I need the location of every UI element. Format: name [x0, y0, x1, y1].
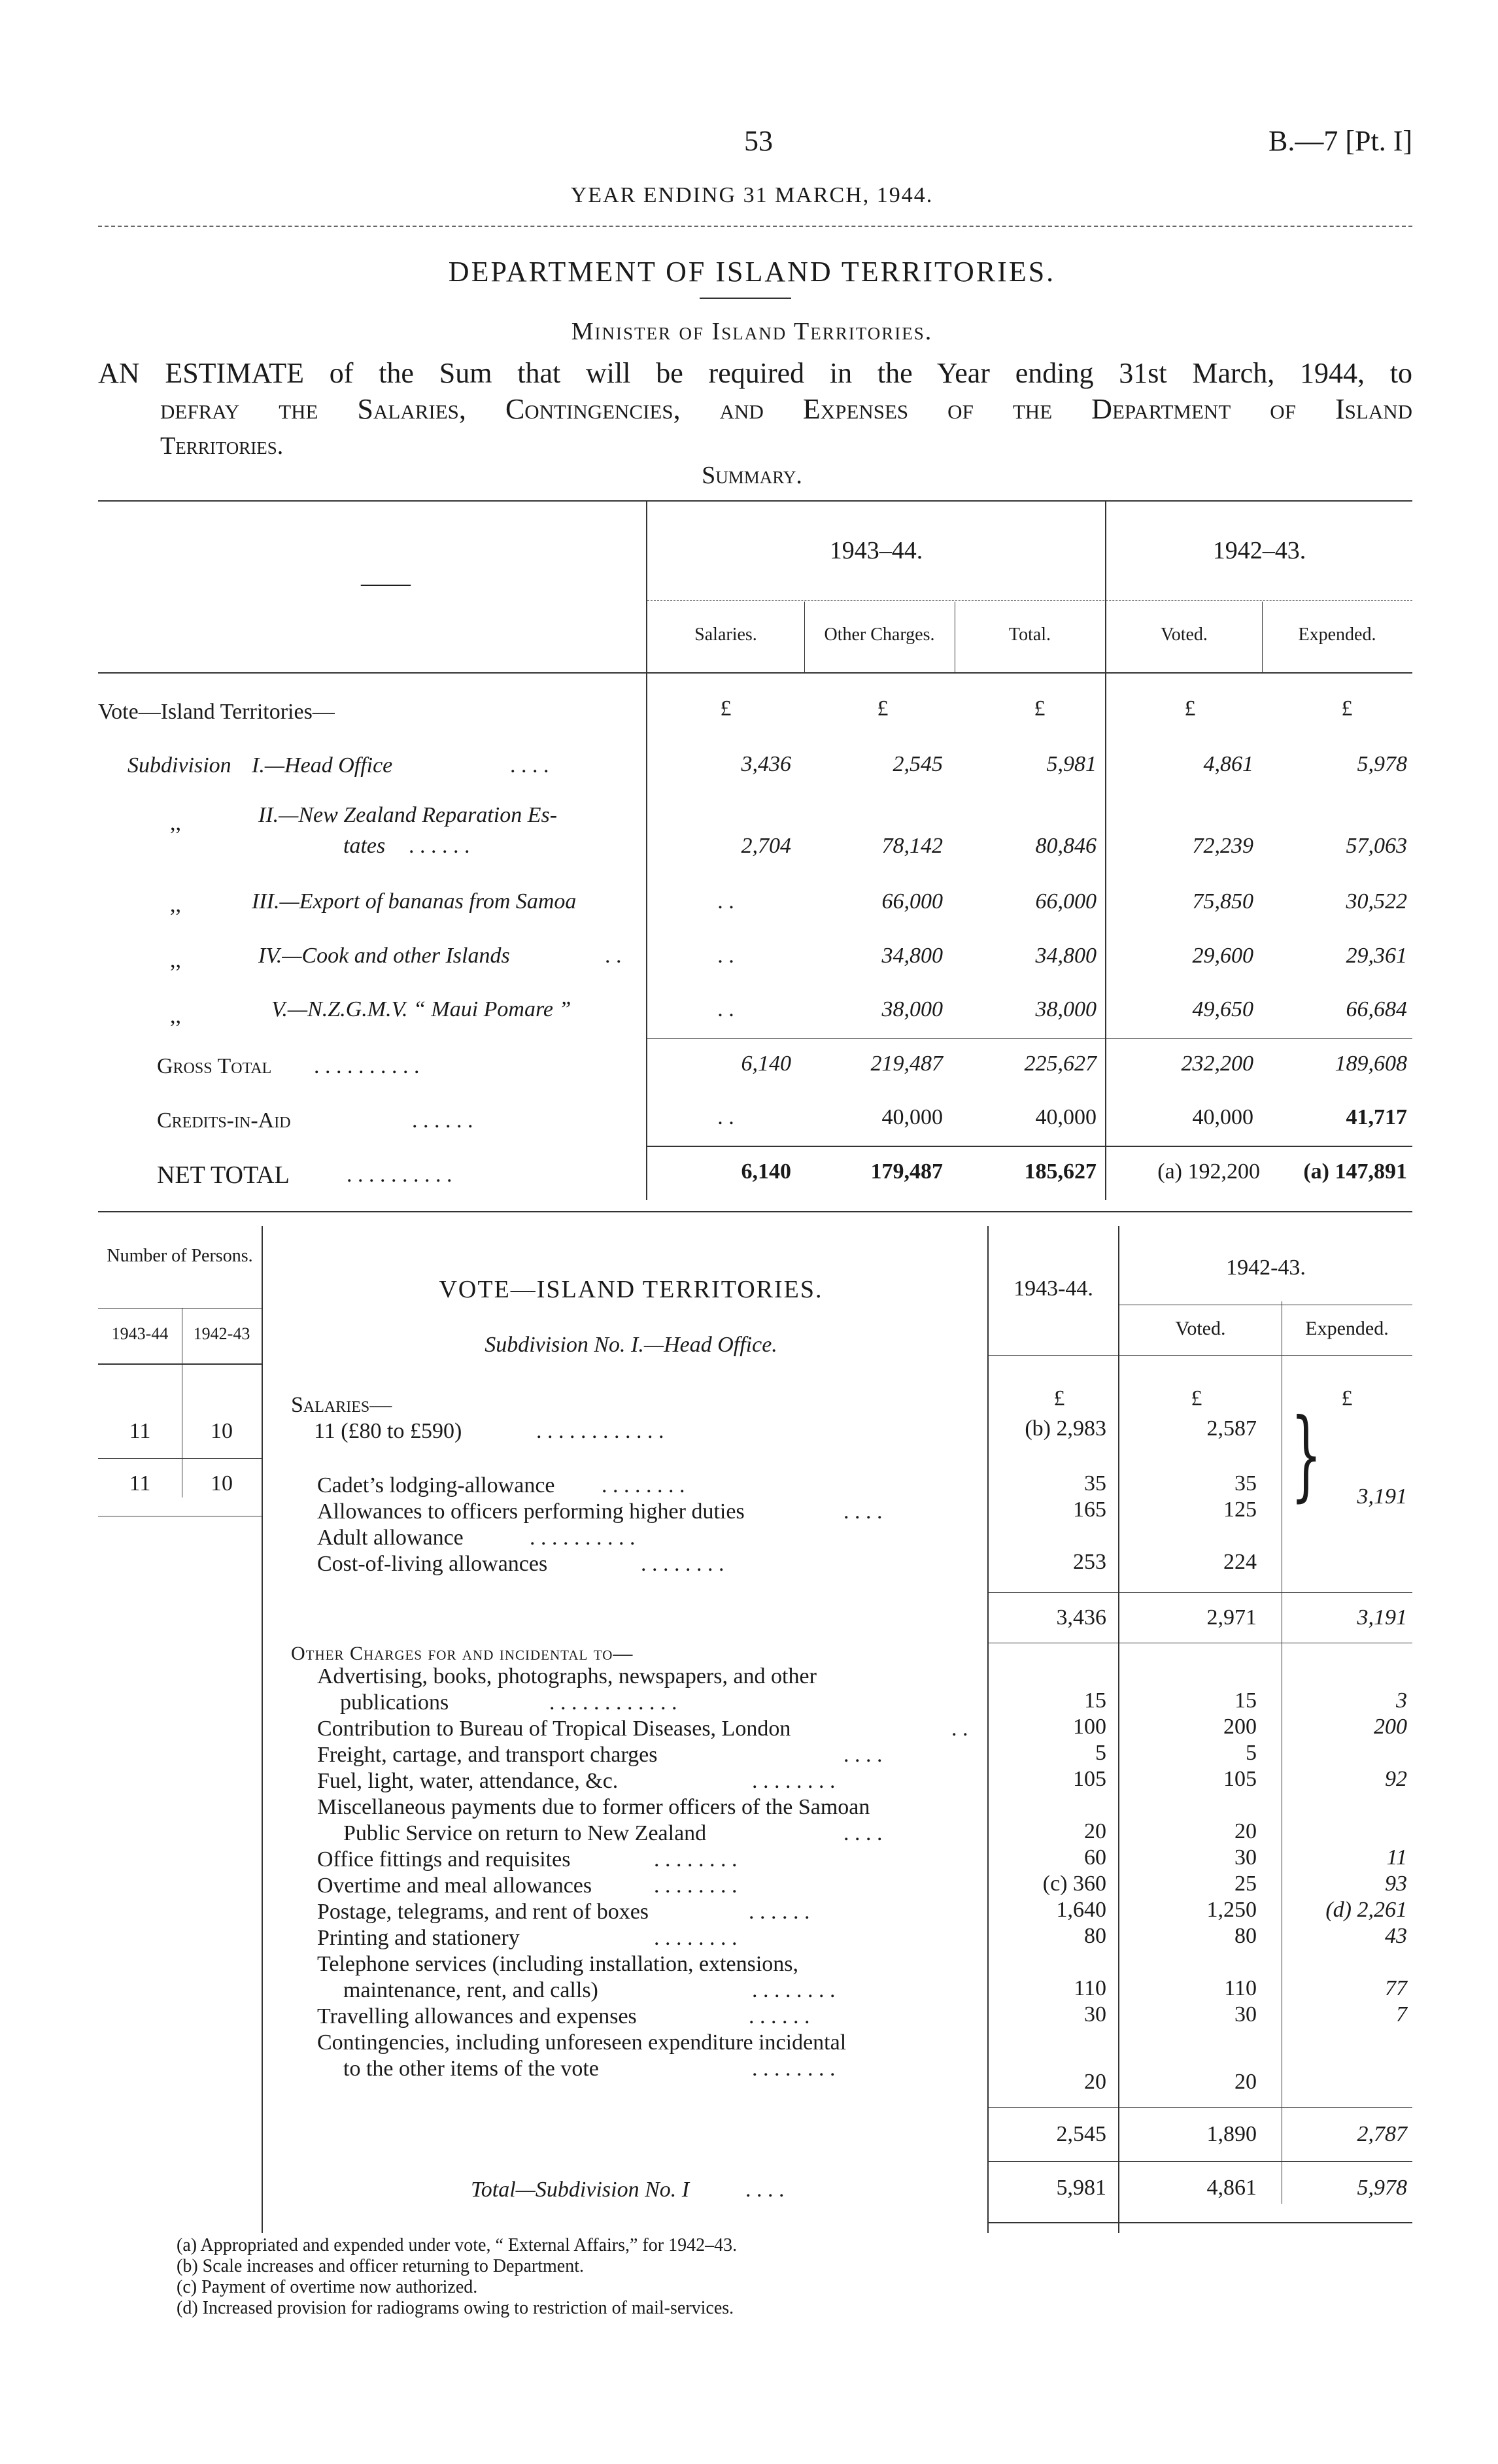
- estimate-line-3: Territories.: [160, 432, 284, 460]
- item-voted: 110: [1224, 1976, 1257, 2000]
- summary-col-other: Other Charges.: [824, 625, 935, 645]
- allowance-voted: 224: [1223, 1550, 1257, 1574]
- item-voted: 20: [1234, 1819, 1257, 1843]
- item-expended: 93: [1385, 1872, 1407, 1896]
- net-total: 185,627: [1024, 1159, 1097, 1184]
- other-charges-heading: Other Charges for and incidental to—: [291, 1643, 634, 1664]
- summary-currency-expended: £: [1341, 696, 1353, 721]
- allowance-voted: 125: [1223, 1497, 1257, 1522]
- estimate-line-2: defray the Salaries, Contingencies, and Expenses of the Department of Island: [160, 393, 1412, 425]
- item-expended: (d) 2,261: [1325, 1898, 1407, 1922]
- row-label: I.—Head Office: [252, 753, 393, 778]
- item-current: 15: [1084, 1688, 1106, 1713]
- item-dots: . . . . . . . .: [654, 1874, 738, 1898]
- net-salaries: 6,140: [741, 1159, 791, 1184]
- other-total-voted: 1,890: [1206, 2122, 1257, 2146]
- item-dots: . . . . . .: [749, 2004, 810, 2028]
- row-expended: 29,361: [1346, 944, 1407, 968]
- row-prefix: Subdivision: [128, 753, 231, 778]
- footnote-d: (d) Increased provision for radiograms owing to restriction of mail-services.: [177, 2298, 734, 2318]
- row-expended: 5,978: [1357, 752, 1407, 776]
- allowance-persons-1942: 10: [211, 1471, 233, 1496]
- vote-col-voted: Voted.: [1175, 1318, 1226, 1339]
- persons-cols-rule: [98, 1363, 262, 1365]
- credits-other: 40,000: [881, 1105, 943, 1129]
- report-reference: B.—7 [Pt. I]: [1268, 125, 1412, 157]
- gross-voted: 232,200: [1181, 1052, 1253, 1076]
- summary-currency-voted: £: [1184, 696, 1196, 721]
- salaries-brace: }: [1290, 1398, 1322, 1512]
- net-other: 179,487: [870, 1159, 943, 1184]
- vote-title: VOTE—ISLAND TERRITORIES.: [439, 1276, 823, 1303]
- salaries-expended-combined: 3,191: [1357, 1484, 1407, 1509]
- row-salaries: 3,436: [741, 752, 791, 776]
- item-current: 20: [1084, 1819, 1106, 1843]
- item-label: Contribution to Bureau of Tropical Diseases, London: [317, 1717, 791, 1741]
- item-dots: . . . . . . . .: [752, 1769, 836, 1793]
- allowance-current: 165: [1073, 1497, 1106, 1522]
- footnote-a: (a) Appropriated and expended under vote, “ External Affairs,” for 1942–43.: [177, 2235, 738, 2255]
- item-dots: . .: [951, 1717, 968, 1741]
- summary-col-salaries: Salaries.: [694, 625, 757, 645]
- grand-total-current: 5,981: [1056, 2176, 1106, 2200]
- item-voted: 20: [1234, 2070, 1257, 2094]
- salaries-heading: Salaries—: [291, 1393, 392, 1417]
- item-current: 60: [1084, 1845, 1106, 1870]
- row-expended: 30,522: [1346, 889, 1407, 914]
- credits-dots: . . . . . .: [412, 1108, 473, 1133]
- item-voted: 30: [1234, 2002, 1257, 2027]
- salary-current: (b) 2,983: [1025, 1416, 1106, 1441]
- other-total-rule: [989, 2107, 1412, 2108]
- item-expended: 3: [1396, 1688, 1407, 1713]
- salary-persons-1943: 11: [129, 1419, 151, 1443]
- summary-blank-dash: ——: [361, 570, 411, 597]
- credits-voted: 40,000: [1192, 1105, 1253, 1129]
- persons-col-1943: 1943-44: [111, 1324, 169, 1343]
- other-total-bottom-rule: [989, 2161, 1412, 2162]
- minister-title: Minister of Island Territories.: [571, 318, 933, 345]
- item-label-cont: publications: [340, 1690, 449, 1715]
- row-other: 34,800: [881, 944, 943, 968]
- estimate-line-1: AN ESTIMATE of the Sum that will be required in the Year ending 31st March, 1944, to: [98, 357, 1412, 389]
- item-voted: 15: [1234, 1688, 1257, 1713]
- item-expended: 43: [1385, 1924, 1407, 1948]
- row-dots: . .: [605, 944, 622, 968]
- item-label: Printing and stationery: [317, 1926, 520, 1950]
- grand-total-label: Total—Subdivision No. I: [471, 2178, 690, 2202]
- summary-top-rule: [98, 500, 1412, 502]
- grand-total-voted: 4,861: [1206, 2176, 1257, 2200]
- row-salaries: 2,704: [741, 834, 791, 858]
- row-dots: . . . . . .: [409, 834, 470, 858]
- summary-gross-rule: [647, 1038, 1412, 1039]
- item-dots: . . . . . . . . . . . .: [549, 1690, 677, 1715]
- item-current: (c) 360: [1042, 1872, 1106, 1896]
- footnote-b: (b) Scale increases and officer returning to Department.: [177, 2256, 584, 2276]
- gross-other: 219,487: [870, 1052, 943, 1076]
- net-expended: (a) 147,891: [1303, 1159, 1407, 1184]
- item-expended: 92: [1385, 1767, 1407, 1791]
- item-current: 1,640: [1056, 1898, 1106, 1922]
- salaries-total-expended: 3,191: [1357, 1605, 1407, 1630]
- net-label: NET TOTAL: [157, 1161, 290, 1189]
- row-expended: 66,684: [1346, 997, 1407, 1021]
- item-label: Miscellaneous payments due to former officers of the Samoan: [317, 1795, 870, 1819]
- vote-vline-text: [262, 1226, 263, 2233]
- item-label: Office fittings and requisites: [317, 1847, 571, 1872]
- row-label: III.—Export of bananas from Samoa: [252, 889, 577, 914]
- item-label: Advertising, books, photographs, newspapers, and other: [317, 1664, 817, 1688]
- item-dots: . . . .: [843, 1743, 883, 1767]
- credits-expended: 41,717: [1346, 1105, 1407, 1129]
- summary-year-previous: 1942–43.: [1212, 537, 1306, 564]
- summary-title: Summary.: [702, 462, 802, 489]
- other-total-expended: 2,787: [1357, 2122, 1407, 2146]
- gross-salaries: 6,140: [741, 1052, 791, 1076]
- salary-persons-1942: 10: [211, 1419, 233, 1443]
- item-label-cont: maintenance, rent, and calls): [343, 1978, 598, 2002]
- item-current: 20: [1084, 2070, 1106, 2094]
- allowance-current: 253: [1073, 1550, 1106, 1574]
- row-voted: 4,861: [1203, 752, 1253, 776]
- item-voted: 200: [1223, 1715, 1257, 1739]
- footnote-c: (c) Payment of overtime now authorized.: [177, 2277, 478, 2297]
- allowance-persons-1943: 11: [129, 1471, 151, 1496]
- summary-currency-salaries: £: [720, 696, 732, 721]
- row-salaries: . .: [717, 997, 734, 1021]
- item-expended: 7: [1396, 2002, 1407, 2027]
- item-label: Contingencies, including unforeseen expenditure incidental: [317, 2030, 847, 2055]
- row-other: 66,000: [881, 889, 943, 914]
- row-other: 2,545: [893, 752, 943, 776]
- row-prefix: ,,: [170, 893, 181, 917]
- vote-year-current: 1943-44.: [1013, 1276, 1093, 1301]
- vote-currency-voted: £: [1191, 1386, 1202, 1411]
- allowance-voted: 35: [1234, 1471, 1257, 1496]
- grand-total-expended: 5,978: [1357, 2176, 1407, 2200]
- summary-header-rule: [98, 672, 1412, 674]
- item-expended: 77: [1385, 1976, 1407, 2000]
- page-number: 53: [744, 125, 773, 157]
- subdivision-title: Subdivision No. I.—Head Office.: [485, 1333, 777, 1357]
- item-dots: . . . . . .: [749, 1900, 810, 1924]
- item-label: Fuel, light, water, attendance, &c.: [317, 1769, 619, 1793]
- summary-col-expended: Expended.: [1298, 625, 1376, 645]
- row-salaries: . .: [717, 889, 734, 914]
- vote-currency-expended: £: [1341, 1386, 1353, 1411]
- row-voted: 75,850: [1192, 889, 1253, 914]
- item-current: 110: [1074, 1976, 1106, 2000]
- gross-label: Gross Total: [157, 1054, 272, 1078]
- item-voted: 30: [1234, 1845, 1257, 1870]
- summary-net-rule: [647, 1146, 1412, 1147]
- year-line: YEAR ENDING 31 MARCH, 1944.: [570, 183, 934, 207]
- allowance-dots: . . . . . . . . . .: [530, 1526, 636, 1550]
- item-dots: . . . . . . . .: [654, 1926, 738, 1950]
- gross-total: 225,627: [1024, 1052, 1097, 1076]
- summary-year-rule: [647, 600, 1412, 601]
- row-total: 5,981: [1046, 752, 1097, 776]
- net-voted: (a) 192,200: [1157, 1159, 1260, 1184]
- item-current: 5: [1095, 1741, 1106, 1765]
- salaries-total-rule: [989, 1592, 1412, 1593]
- item-voted: 1,250: [1206, 1898, 1257, 1922]
- row-expended: 57,063: [1346, 834, 1407, 858]
- item-label: Postage, telegrams, and rent of boxes: [317, 1900, 649, 1924]
- vote-col-expended: Expended.: [1305, 1318, 1389, 1339]
- salary-dots: . . . . . . . . . . . .: [536, 1419, 664, 1443]
- item-label-cont: Public Service on return to New Zealand: [343, 1821, 707, 1845]
- summary-currency-other: £: [877, 696, 889, 721]
- salaries-total-voted: 2,971: [1206, 1605, 1257, 1630]
- vote-header-rule: [989, 1355, 1412, 1356]
- net-dots: . . . . . . . . . .: [347, 1163, 452, 1187]
- persons-header-rule: [98, 1308, 262, 1309]
- persons-header: Number of Persons.: [107, 1246, 253, 1266]
- allowance-label: Allowances to officers performing higher duties: [317, 1499, 745, 1524]
- allowance-label: Adult allowance: [317, 1526, 464, 1550]
- allowance-dots: . . . .: [843, 1499, 883, 1524]
- persons-col-1942: 1942-43: [193, 1324, 250, 1343]
- row-voted: 49,650: [1192, 997, 1253, 1021]
- row-voted: 72,239: [1192, 834, 1253, 858]
- row-label: II.—New Zealand Reparation Es-: [258, 803, 558, 827]
- summary-currency-total: £: [1034, 696, 1046, 721]
- other-total-current: 2,545: [1056, 2122, 1106, 2146]
- summary-vote-label: Vote—Island Territories—: [98, 700, 335, 724]
- row-prefix: ,,: [170, 811, 181, 835]
- summary-bottom-rule: [98, 1211, 1412, 1212]
- item-current: 105: [1073, 1767, 1106, 1791]
- allowance-label: Cost-of-living allowances: [317, 1552, 548, 1576]
- item-dots: . . . . . . . .: [654, 1847, 738, 1872]
- row-total: 38,000: [1035, 997, 1097, 1021]
- header-rule: [98, 226, 1412, 227]
- row-label: IV.—Cook and other Islands: [258, 944, 510, 968]
- item-voted: 80: [1234, 1924, 1257, 1948]
- row-other: 78,142: [881, 834, 943, 858]
- item-label: Telephone services (including installation, extensions,: [317, 1952, 798, 1976]
- grand-total-dots: . . . .: [745, 2178, 785, 2202]
- item-current: 30: [1084, 2002, 1106, 2027]
- credits-label: Credits-in-Aid: [157, 1108, 291, 1133]
- item-voted: 5: [1246, 1741, 1257, 1765]
- row-prefix: ,,: [170, 1004, 181, 1028]
- vote-year-previous: 1942-43.: [1226, 1256, 1306, 1280]
- credits-total: 40,000: [1035, 1105, 1097, 1129]
- persons-salary-rule: [98, 1458, 262, 1459]
- item-label: Freight, cartage, and transport charges: [317, 1743, 658, 1767]
- row-label-cont: tates: [343, 834, 386, 858]
- summary-col-voted: Voted.: [1161, 625, 1208, 645]
- salaries-total-current: 3,436: [1056, 1605, 1106, 1630]
- summary-col-total: Total.: [1008, 625, 1051, 645]
- allowance-dots: . . . . . . . .: [641, 1552, 724, 1576]
- row-other: 38,000: [881, 997, 943, 1021]
- title-underline: [700, 298, 791, 299]
- item-voted: 105: [1223, 1767, 1257, 1791]
- gross-expended: 189,608: [1335, 1052, 1407, 1076]
- item-expended: 200: [1374, 1715, 1407, 1739]
- item-expended: 11: [1386, 1845, 1407, 1870]
- row-total: 34,800: [1035, 944, 1097, 968]
- row-label: V.—N.Z.G.M.V. “ Maui Pomare ”: [271, 997, 571, 1021]
- item-label: Travelling allowances and expenses: [317, 2004, 637, 2028]
- allowance-label: Cadet’s lodging-allowance: [317, 1473, 555, 1497]
- row-salaries: . .: [717, 944, 734, 968]
- summary-year-current: 1943–44.: [829, 537, 923, 564]
- item-current: 80: [1084, 1924, 1106, 1948]
- allowance-dots: . . . . . . . .: [602, 1473, 685, 1497]
- item-dots: . . . . . . . .: [752, 2057, 836, 2081]
- gross-dots: . . . . . . . . . .: [314, 1054, 420, 1078]
- item-voted: 25: [1234, 1872, 1257, 1896]
- item-dots: . . . .: [843, 1821, 883, 1845]
- item-label: Overtime and meal allowances: [317, 1874, 592, 1898]
- row-voted: 29,600: [1192, 944, 1253, 968]
- salary-voted: 2,587: [1206, 1416, 1257, 1441]
- row-total: 80,846: [1035, 834, 1097, 858]
- salary-label: 11 (£80 to £590): [314, 1419, 462, 1443]
- item-current: 100: [1073, 1715, 1106, 1739]
- grand-total-rule: [989, 2222, 1412, 2223]
- item-label-cont: to the other items of the vote: [343, 2057, 599, 2081]
- row-total: 66,000: [1035, 889, 1097, 914]
- department-title: DEPARTMENT OF ISLAND TERRITORIES.: [448, 256, 1056, 288]
- item-dots: . . . . . . . .: [752, 1978, 836, 2002]
- credits-salaries: . .: [717, 1105, 734, 1129]
- vote-currency-current: £: [1053, 1386, 1065, 1411]
- allowance-current: 35: [1084, 1471, 1106, 1496]
- row-dots: . . . .: [510, 753, 549, 778]
- row-prefix: ,,: [170, 948, 181, 972]
